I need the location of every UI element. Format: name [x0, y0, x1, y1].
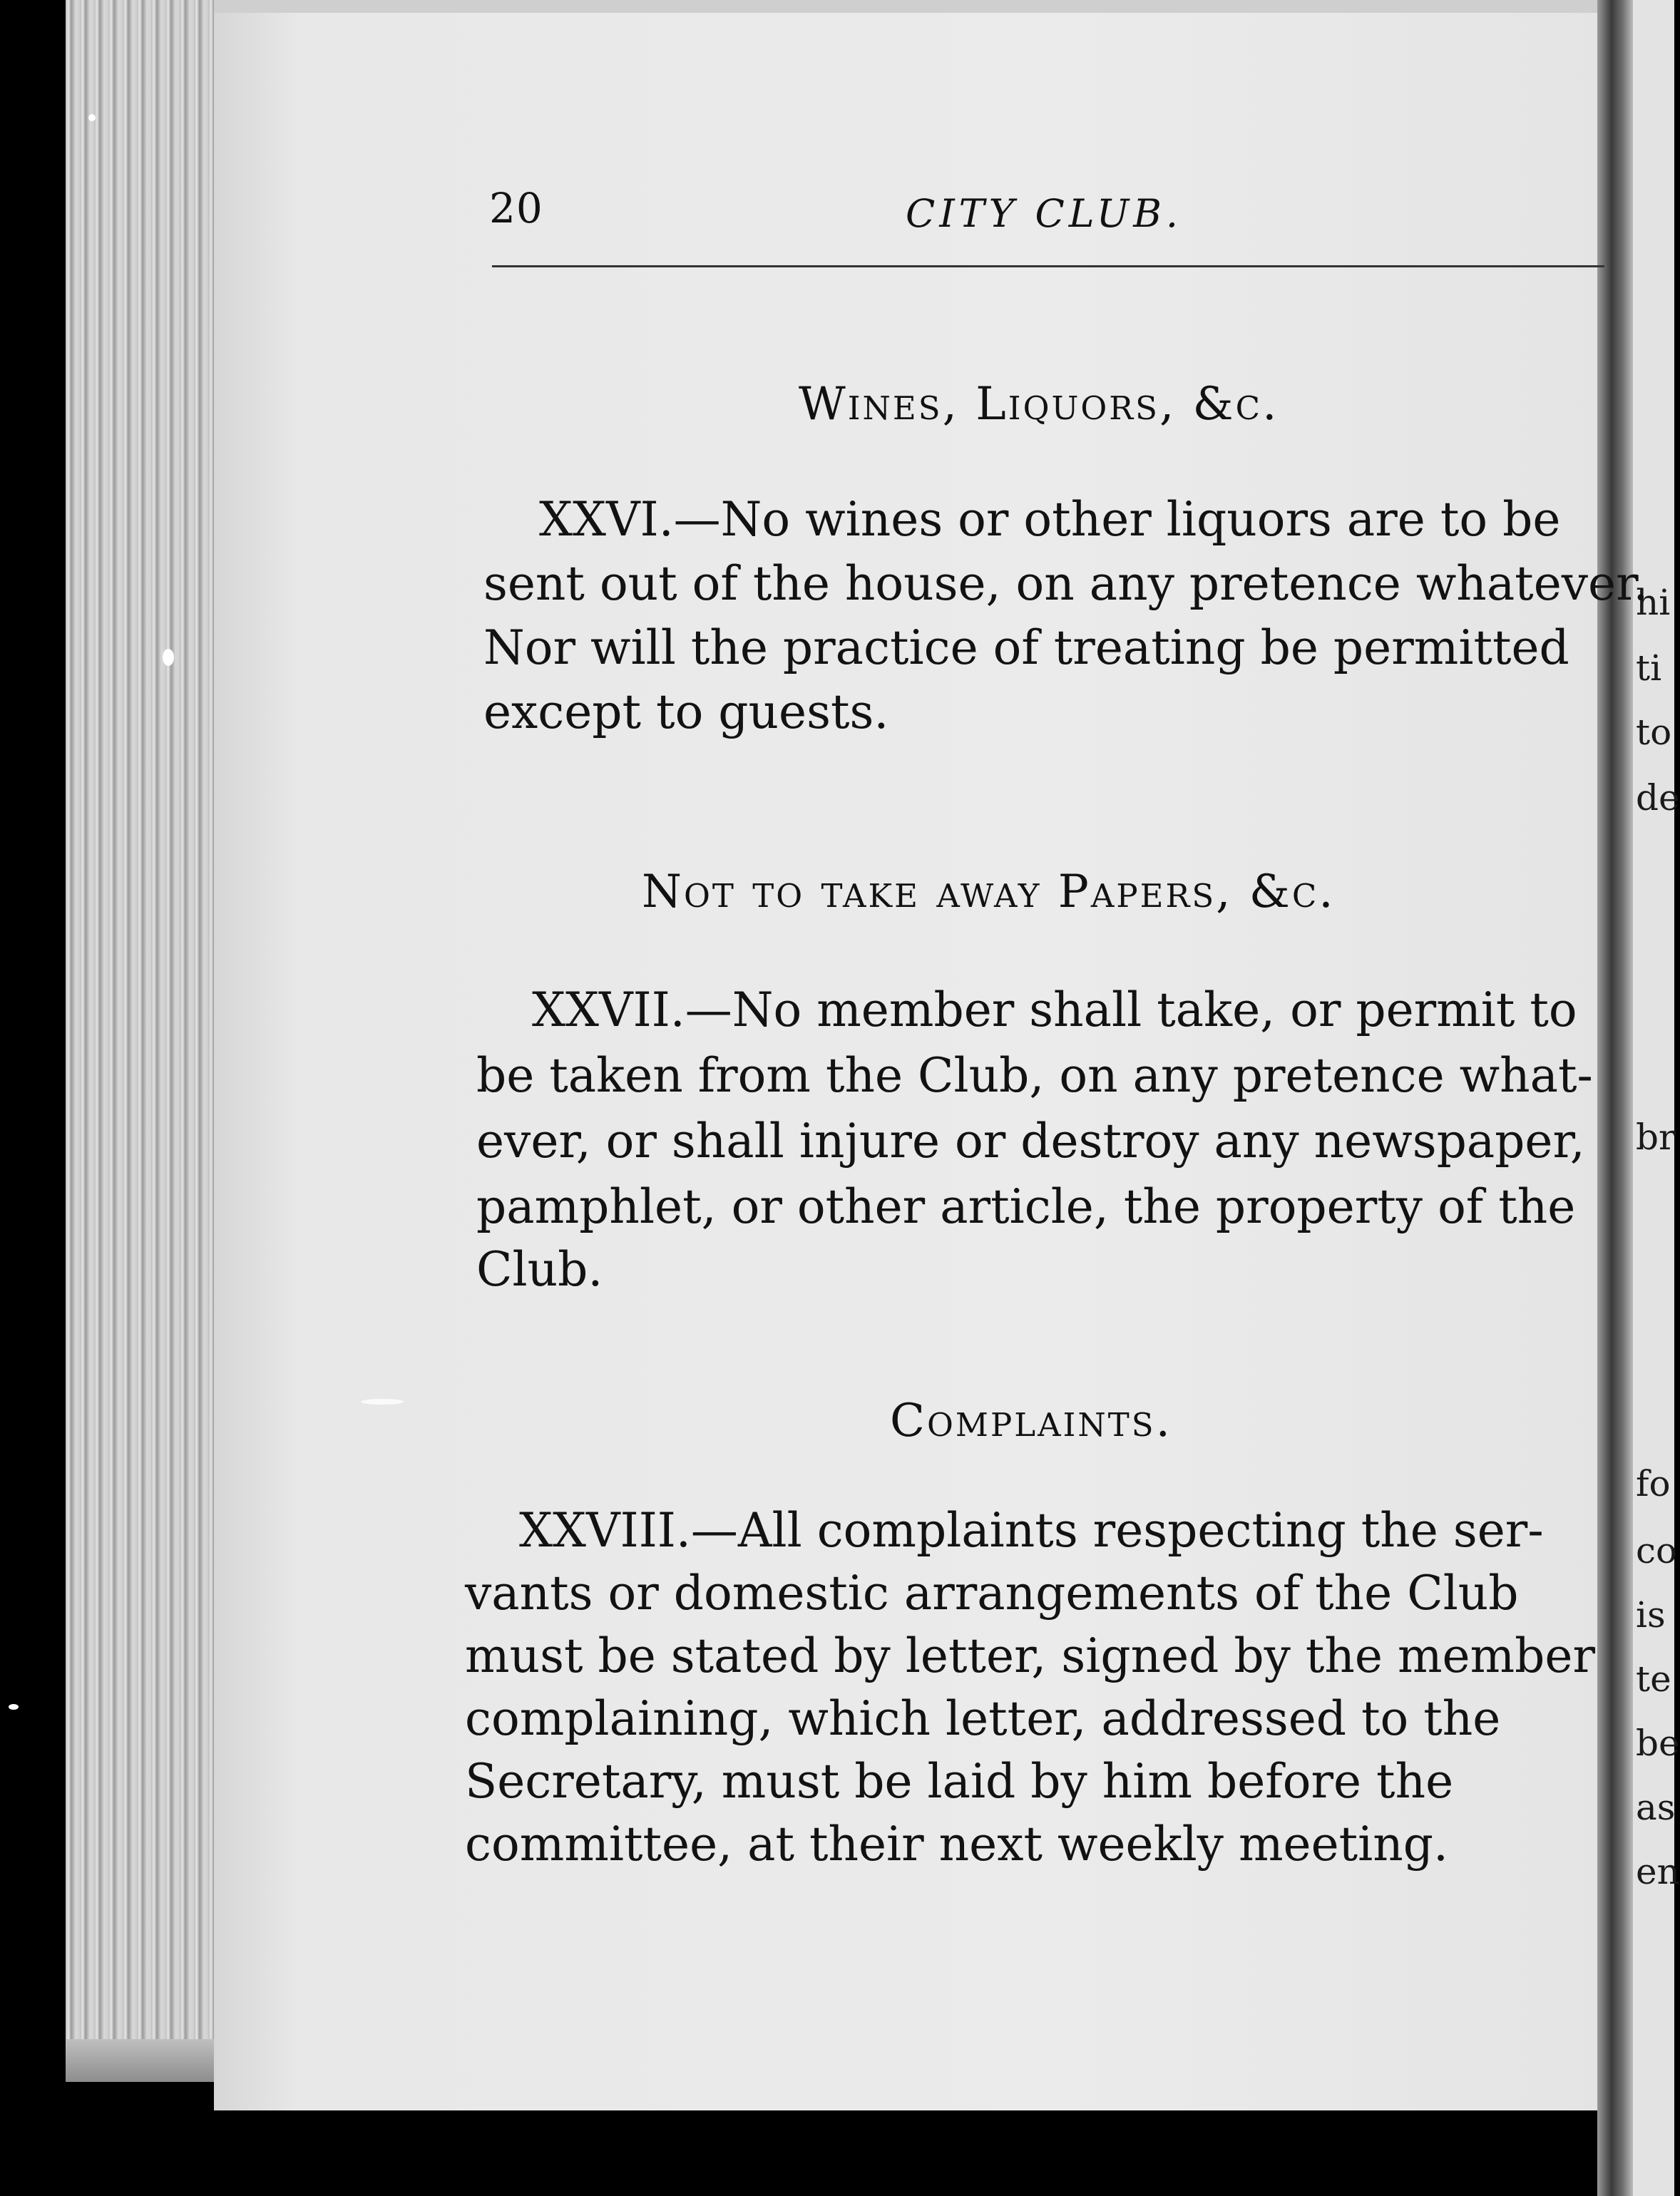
- facing-fragment: be: [1636, 1723, 1680, 1764]
- scan-dust: [9, 1704, 19, 1710]
- facing-fragment: te: [1636, 1658, 1671, 1700]
- paragraph-line: complaining, which letter, addressed to the: [465, 1691, 1501, 1746]
- scan-dust: [361, 1399, 404, 1405]
- facing-fragment: fo: [1636, 1463, 1671, 1504]
- paragraph-line: Secretary, must be laid by him before the: [465, 1754, 1454, 1809]
- section-heading: Not to take away Papers, &c.: [642, 866, 1336, 918]
- scan-dust: [88, 114, 96, 121]
- facing-fragment: en: [1636, 1851, 1680, 1892]
- paragraph-line: ever, or shall injure or destroy any newspaper,: [476, 1114, 1585, 1169]
- facing-fragment: as: [1636, 1787, 1676, 1828]
- paragraph-line: pamphlet, or other article, the property of the: [476, 1179, 1576, 1234]
- paragraph-line: XXVIII.—All complaints respecting the ser-: [519, 1503, 1544, 1558]
- paragraph-line: sent out of the house, on any pretence whatever.: [483, 556, 1649, 611]
- paragraph-line: must be stated by letter, signed by the member: [465, 1628, 1596, 1683]
- paragraph-line: Club.: [476, 1242, 603, 1297]
- top-page-edge: [214, 0, 1597, 13]
- page-number: 20: [489, 184, 543, 232]
- facing-fragment: ti: [1636, 647, 1662, 689]
- facing-fragment: is: [1636, 1594, 1666, 1636]
- paragraph-line: be taken from the Club, on any pretence what-: [476, 1048, 1593, 1103]
- paragraph-line: vants or domestic arrangements of the Club: [465, 1566, 1519, 1621]
- facing-fragment: br: [1636, 1117, 1676, 1158]
- page-edge-stack: [66, 0, 238, 2082]
- paragraph-line: XXVII.—No member shall take, or permit to: [532, 982, 1577, 1037]
- paragraph-line: XXVI.—No wines or other liquors are to be: [539, 492, 1561, 547]
- scan-dust: [163, 649, 174, 666]
- facing-page: [1633, 0, 1680, 2196]
- book-gutter: [1597, 0, 1633, 2196]
- page-edge-bottom: [66, 2039, 237, 2082]
- facing-fragment: to: [1636, 712, 1672, 753]
- paragraph-line: Nor will the practice of treating be permitted: [483, 620, 1569, 675]
- paragraph-line: committee, at their next weekly meeting.: [465, 1817, 1449, 1872]
- facing-fragment: co: [1636, 1530, 1678, 1571]
- facing-fragment: de: [1636, 777, 1680, 819]
- header-rule: [492, 265, 1604, 267]
- section-heading: Complaints.: [890, 1395, 1172, 1447]
- paragraph-line: except to guests.: [483, 684, 889, 739]
- section-heading: Wines, Liquors, &c.: [799, 378, 1279, 431]
- running-head: CITY CLUB.: [906, 191, 1183, 236]
- facing-fragment: hi: [1636, 582, 1671, 623]
